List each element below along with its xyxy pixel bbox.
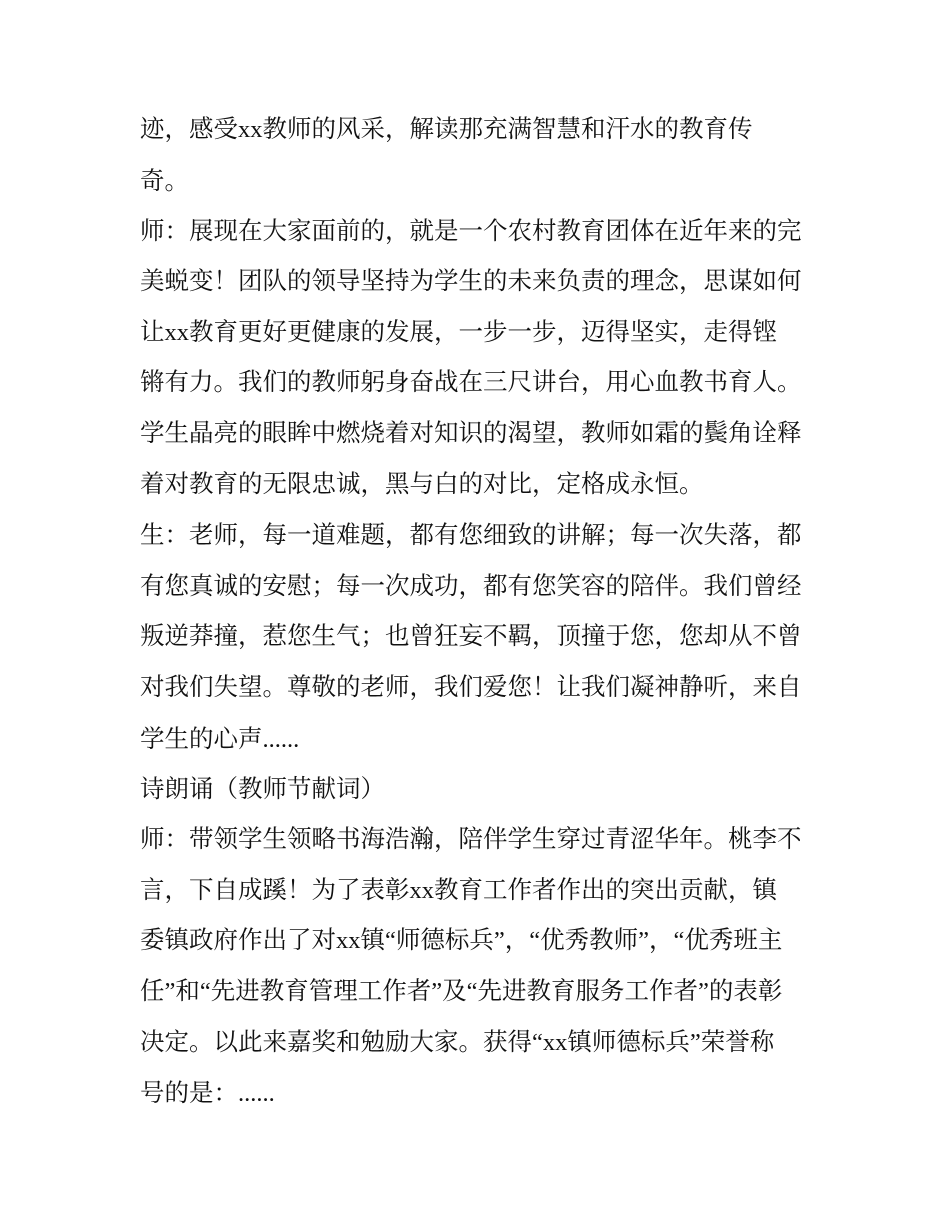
- text-line: 委镇政府作出了对xx镇“师德标兵”，“优秀教师”，“优秀班主: [140, 927, 783, 954]
- text-line: 叛逆莽撞，惹您生气；也曾狂妄不羁，顶撞于您，您却从不曾: [140, 623, 802, 650]
- text-line: 有您真诚的安慰；每一次成功，都有您笑容的陪伴。我们曾经: [140, 573, 802, 600]
- text-line: 决定。以此来嘉奖和勉励大家。获得“xx镇师德标兵”荣誉称: [140, 1029, 775, 1056]
- text-line: 学生的心声......: [140, 726, 300, 753]
- text-line: 师：带领学生领略书海浩瀚，陪伴学生穿过青涩华年。桃李不: [140, 826, 802, 853]
- text-line: 生：老师，每一道难题，都有您细致的讲解；每一次失落，都: [140, 522, 802, 549]
- text-line: 师：展现在大家面前的，就是一个农村教育团体在近年来的完: [140, 218, 802, 245]
- text-line: 让xx教育更好更健康的发展，一步一步，迈得坚实，走得铿: [140, 319, 777, 346]
- text-line: 着对教育的无限忠诚，黑与白的对比，定格成永恒。: [140, 471, 704, 498]
- text-line: 迹，感受xx教师的风采，解读那充满智慧和汗水的教育传: [140, 116, 753, 143]
- text-line: 美蜕变！团队的领导坚持为学生的未来负责的理念，思谋如何: [140, 268, 802, 295]
- text-line: 奇。: [140, 168, 189, 195]
- text-line: 锵有力。我们的教师躬身奋战在三尺讲台，用心血教书育人。: [140, 369, 802, 396]
- text-line: 号的是：......: [140, 1080, 275, 1107]
- text-line: 任”和“先进教育管理工作者”及“先进教育服务工作者”的表彰: [140, 978, 783, 1005]
- text-line: 学生晶亮的眼眸中燃烧着对知识的渴望，教师如霜的鬓角诠释: [140, 420, 802, 447]
- text-line: 对我们失望。尊敬的老师，我们爱您！让我们凝神静听，来自: [140, 674, 802, 701]
- text-line: 言，下自成蹊！为了表彰xx教育工作者作出的突出贡献，镇: [140, 877, 777, 904]
- section-heading: 诗朗诵（教师节献词）: [140, 776, 385, 803]
